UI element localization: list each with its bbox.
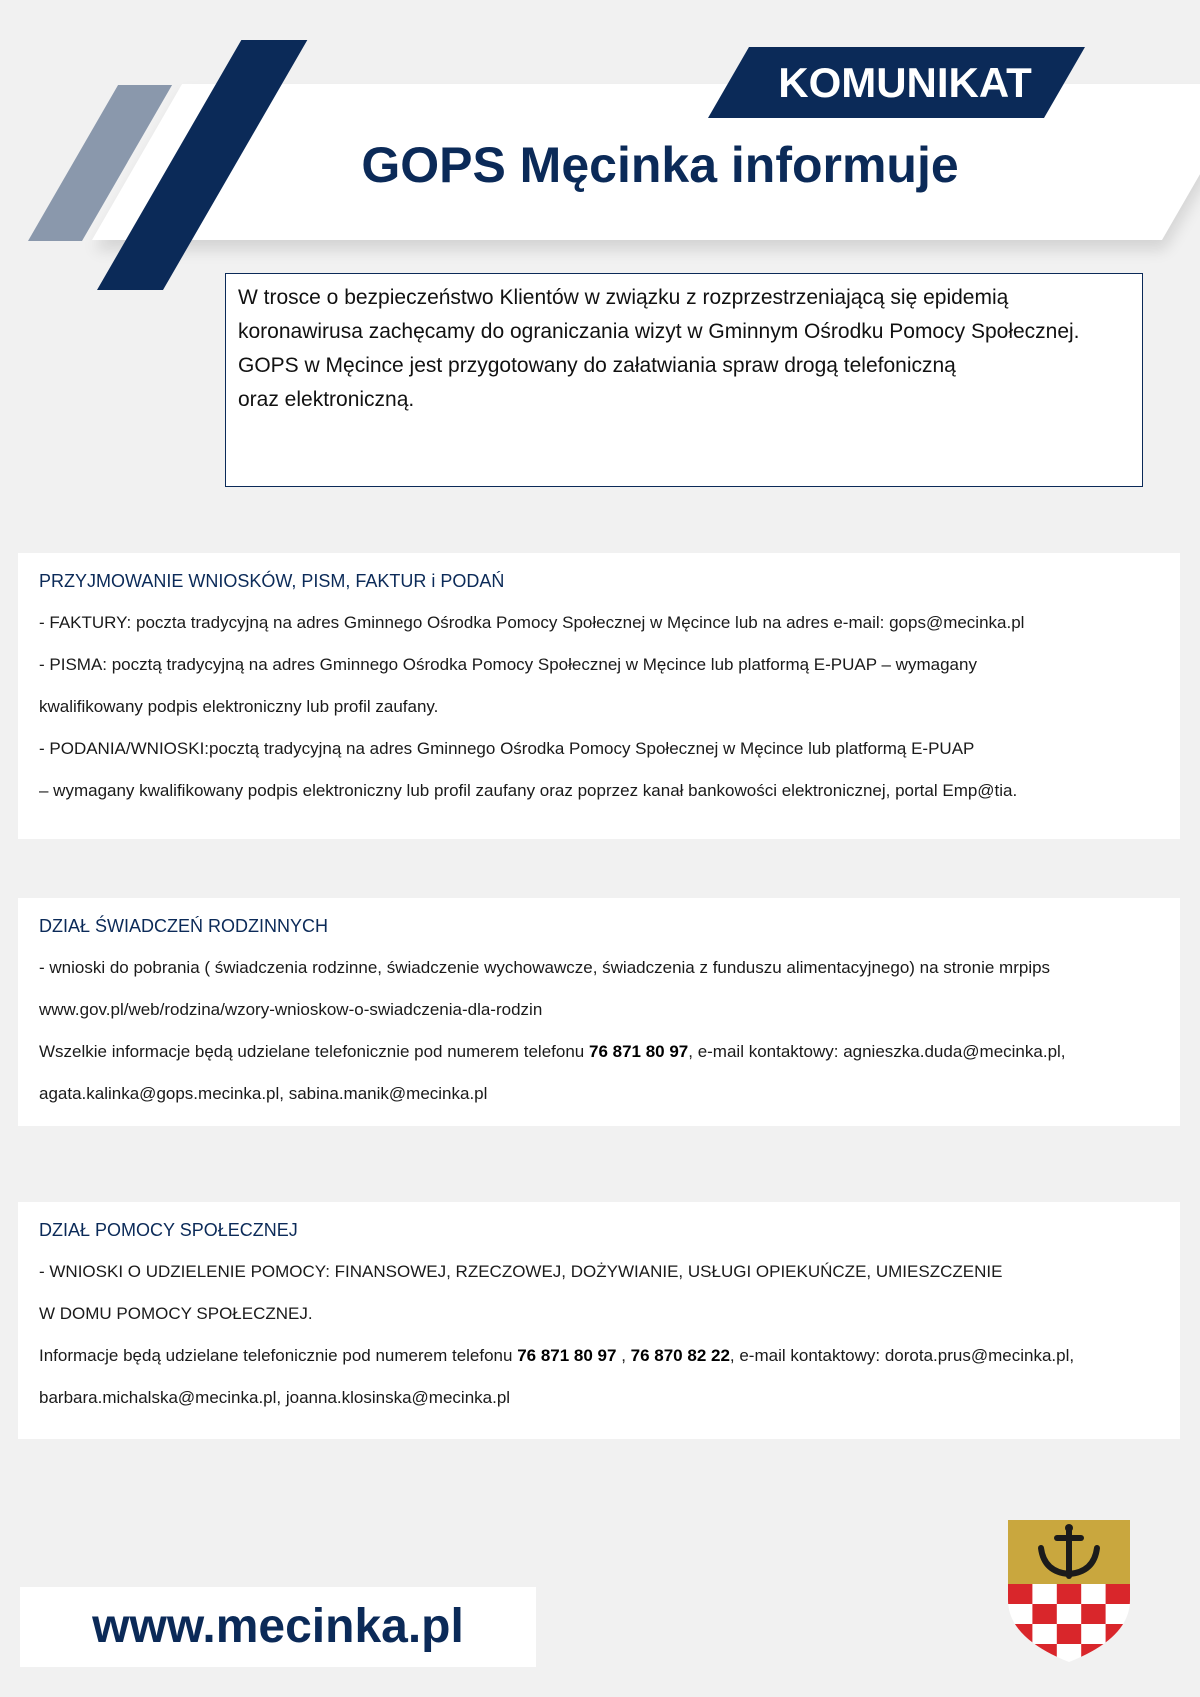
website-url: www.mecinka.pl: [92, 1600, 464, 1653]
intro-line: koronawirusa zachęcamy do ograniczania wizyt w Gminnym Ośrodku Pomocy Społecznej.: [238, 320, 1080, 343]
section-line: - PISMA: pocztą tradycyjną na adres Gminnego Ośrodka Pomocy Społecznej w Męcince lub platformą E-PUAP – wymagany: [39, 655, 977, 674]
phone-number: 76 870 82 22: [630, 1346, 730, 1365]
section-social-assistance: [18, 1202, 1180, 1439]
section-line: - wnioski do pobrania ( świadczenia rodzinne, świadczenie wychowawcze, świadczenia z funduszu alimentacyjnego) na stronie mrpips: [39, 958, 1051, 977]
section-line: - FAKTURY: poczta tradycyjną na adres Gminnego Ośrodka Pomocy Społecznej w Męcince lub na adres e-mail: gops@mecinka.pl: [39, 613, 1025, 632]
phone-number: 76 871 80 97: [517, 1346, 617, 1365]
section-line: [39, 1031, 1159, 1073]
section-line: [39, 1335, 1159, 1377]
section-line: - PODANIA/WNIOSKI:pocztą tradycyjną na adres Gminnego Ośrodka Pomocy Społecznej w Męcince lub platformą E-PUAP: [39, 739, 975, 758]
contact-text: Informacje będą udzielane telefonicznie pod numerem telefonu: [39, 1346, 518, 1365]
section-heading: PRZYJMOWANIE WNIOSKÓW, PISM, FAKTUR i PODAŃ: [39, 571, 505, 591]
section-family-benefits: [18, 898, 1180, 1126]
section-line: - WNIOSKI O UDZIELENIE POMOCY: FINANSOWEJ, RZECZOWEJ, DOŻYWIANIE, USŁUGI OPIEKUŃCZE, UMIESZCZENIE: [39, 1262, 1003, 1281]
intro-line: GOPS w Męcince jest przygotowany do załatwiania spraw drogą telefoniczną: [238, 354, 956, 377]
komunikat-badge: KOMUNIKAT: [778, 59, 1032, 106]
intro-line: oraz elektroniczną.: [238, 388, 415, 411]
intro-line: W trosce o bezpieczeństwo Klientów w związku z rozprzestrzeniającą się epidemią: [238, 286, 1009, 309]
contact-text: , e-mail kontaktowy: agnieszka.duda@mecinka.pl,: [688, 1042, 1066, 1061]
section-line: barbara.michalska@mecinka.pl, joanna.klosinska@mecinka.pl: [39, 1388, 511, 1407]
section-line: W DOMU POMOCY SPOŁECZNEJ.: [39, 1304, 313, 1323]
section-line: – wymagany kwalifikowany podpis elektroniczny lub profil zaufany oraz poprzez kanał bankowości elektronicznej, portal Emp@tia.: [39, 781, 1018, 800]
intro-notice: [225, 273, 1143, 487]
contact-text: , e-mail kontaktowy: dorota.prus@mecinka.pl,: [729, 1346, 1075, 1365]
section-line: agata.kalinka@gops.mecinka.pl, sabina.manik@mecinka.pl: [39, 1084, 488, 1103]
contact-text: Wszelkie informacje będą udzielane telefonicznie pod numerem telefonu: [39, 1042, 589, 1061]
section-heading: DZIAŁ ŚWIADCZEŃ RODZINNYCH: [39, 916, 329, 936]
section-line: kwalifikowany podpis elektroniczny lub profil zaufany.: [39, 697, 439, 716]
section-line: www.gov.pl/web/rodzina/wzory-wnioskow-o-swiadczenia-dla-rodzin: [39, 1000, 543, 1019]
section-heading: DZIAŁ POMOCY SPOŁECZNEJ: [39, 1220, 298, 1240]
contact-text: ,: [616, 1346, 631, 1365]
phone-number: 76 871 80 97: [588, 1042, 689, 1061]
coat-of-arms-icon: [1008, 1520, 1130, 1662]
page-title: GOPS Męcinka informuje: [361, 137, 959, 193]
section-submissions: [18, 553, 1180, 839]
